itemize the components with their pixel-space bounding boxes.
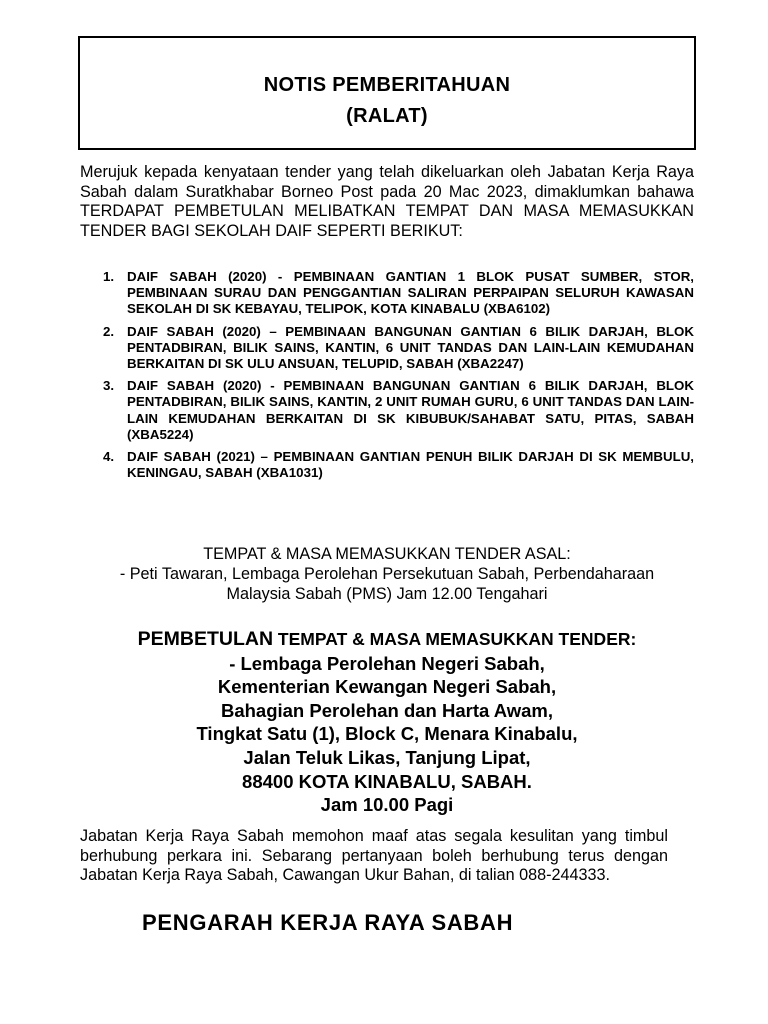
tender-item-number: 4. <box>103 449 115 465</box>
notice-subtitle: (RALAT) <box>346 105 428 127</box>
correction-line: 88400 KOTA KINABALU, SABAH. <box>242 770 532 792</box>
tender-list <box>80 269 694 487</box>
tender-item-number: 1. <box>103 269 115 284</box>
tender-item-number: 2. <box>103 323 115 339</box>
tender-item-number: 3. <box>103 378 115 394</box>
correction-line: Bahagian Perolehan dan Harta Awam, <box>220 699 554 721</box>
tender-item-text: DAIF SABAH (2020) - PEMBINAAN BANGUNAN GANTIAN 6 BILIK DARJAH, BLOK PENTADBIRAN, BILIK SAINS, KANTIN, 2 UNIT RUMAH GURU, 6 UNIT TANDAS DAN LAIN-LAIN KEMUDAHAN BERKAITAN DI SK KIBUBUK/SAHABAT SATU, PITAS, SABAH (XBA5224) <box>127 378 694 442</box>
tender-item <box>80 269 694 318</box>
correction-heading-rest: TEMPAT & MASA MEMASUKKAN TENDER: <box>273 629 637 649</box>
correction-line: Jalan Teluk Likas, Tanjung Lipat, <box>243 746 531 768</box>
original-line: Malaysia Sabah (PMS) Jam 12.00 Tengahari <box>226 585 548 603</box>
signature: PENGARAH KERJA RAYA SABAH <box>142 910 514 935</box>
tender-item-text: DAIF SABAH (2021) – PEMBINAAN GANTIAN PENUH BILIK DARJAH DI SK MEMBULU, KENINGAU, SABAH (XBA1031) <box>127 449 694 481</box>
tender-item-text: DAIF SABAH (2020) - PEMBINAAN GANTIAN 1 BLOK PUSAT SUMBER, STOR, PEMBINAAN SURAU DAN PENGGANTIAN SALIRAN PERPAIPAN SELURUH KAWASAN SEKOLAH DI SK KEBAYAU, TELIPOK, KOTA KINABALU (XBA6102) <box>127 269 694 317</box>
correction-line: - Lembaga Perolehan Negeri Sabah, <box>229 652 545 674</box>
correction-line: Kementerian Kewangan Negeri Sabah, <box>217 676 557 698</box>
tender-item <box>80 378 694 443</box>
correction-section <box>70 627 704 817</box>
correction-line: Jam 10.00 Pagi <box>320 794 454 816</box>
original-line: - Peti Tawaran, Lembaga Perolehan Persekutuan Sabah, Perbendaharaan <box>119 565 655 583</box>
intro-paragraph: Merujuk kepada kenyataan tender yang telah dikeluarkan oleh Jabatan Kerja Raya Sabah dalam Suratkhabar Borneo Post pada 20 Mac 2023, dimaklumkan bahawa TERDAPAT PEMBETULAN MELIBATKAN TEMPAT DAN MASA MEMASUKKAN TENDER BAGI SEKOLAH DAIF SEPERTI BERIKUT: <box>80 163 694 240</box>
original-heading: TEMPAT & MASA MEMASUKKAN TENDER ASAL: <box>203 545 571 563</box>
tender-item <box>80 449 694 481</box>
correction-line: Tingkat Satu (1), Block C, Menara Kinabalu, <box>196 723 578 745</box>
correction-heading <box>70 627 704 652</box>
notice-title: NOTIS PEMBERITAHUAN <box>263 74 511 96</box>
tender-item <box>80 324 694 373</box>
tender-item-text: DAIF SABAH (2020) – PEMBINAAN BANGUNAN GANTIAN 6 BILIK DARJAH, BLOK PENTADBIRAN, BILIK SAINS, KANTIN, 6 UNIT TANDAS DAN LAIN-LAIN KEMUDAHAN BERKAITAN DI SK ULU ANSUAN, TELUPID, SABAH (XBA2247) <box>127 323 694 372</box>
apology-paragraph: Jabatan Kerja Raya Sabah memohon maaf atas segala kesulitan yang timbul berhubung perkara ini. Sebarang pertanyaan boleh berhubung terus dengan Jabatan Kerja Raya Sabah, Cawangan Ukur Bahan, di talian 088-244333. <box>80 827 668 884</box>
correction-heading-lead: PEMBETULAN <box>137 628 274 650</box>
original-submission-section <box>70 544 704 604</box>
notice-header-box <box>78 36 696 150</box>
